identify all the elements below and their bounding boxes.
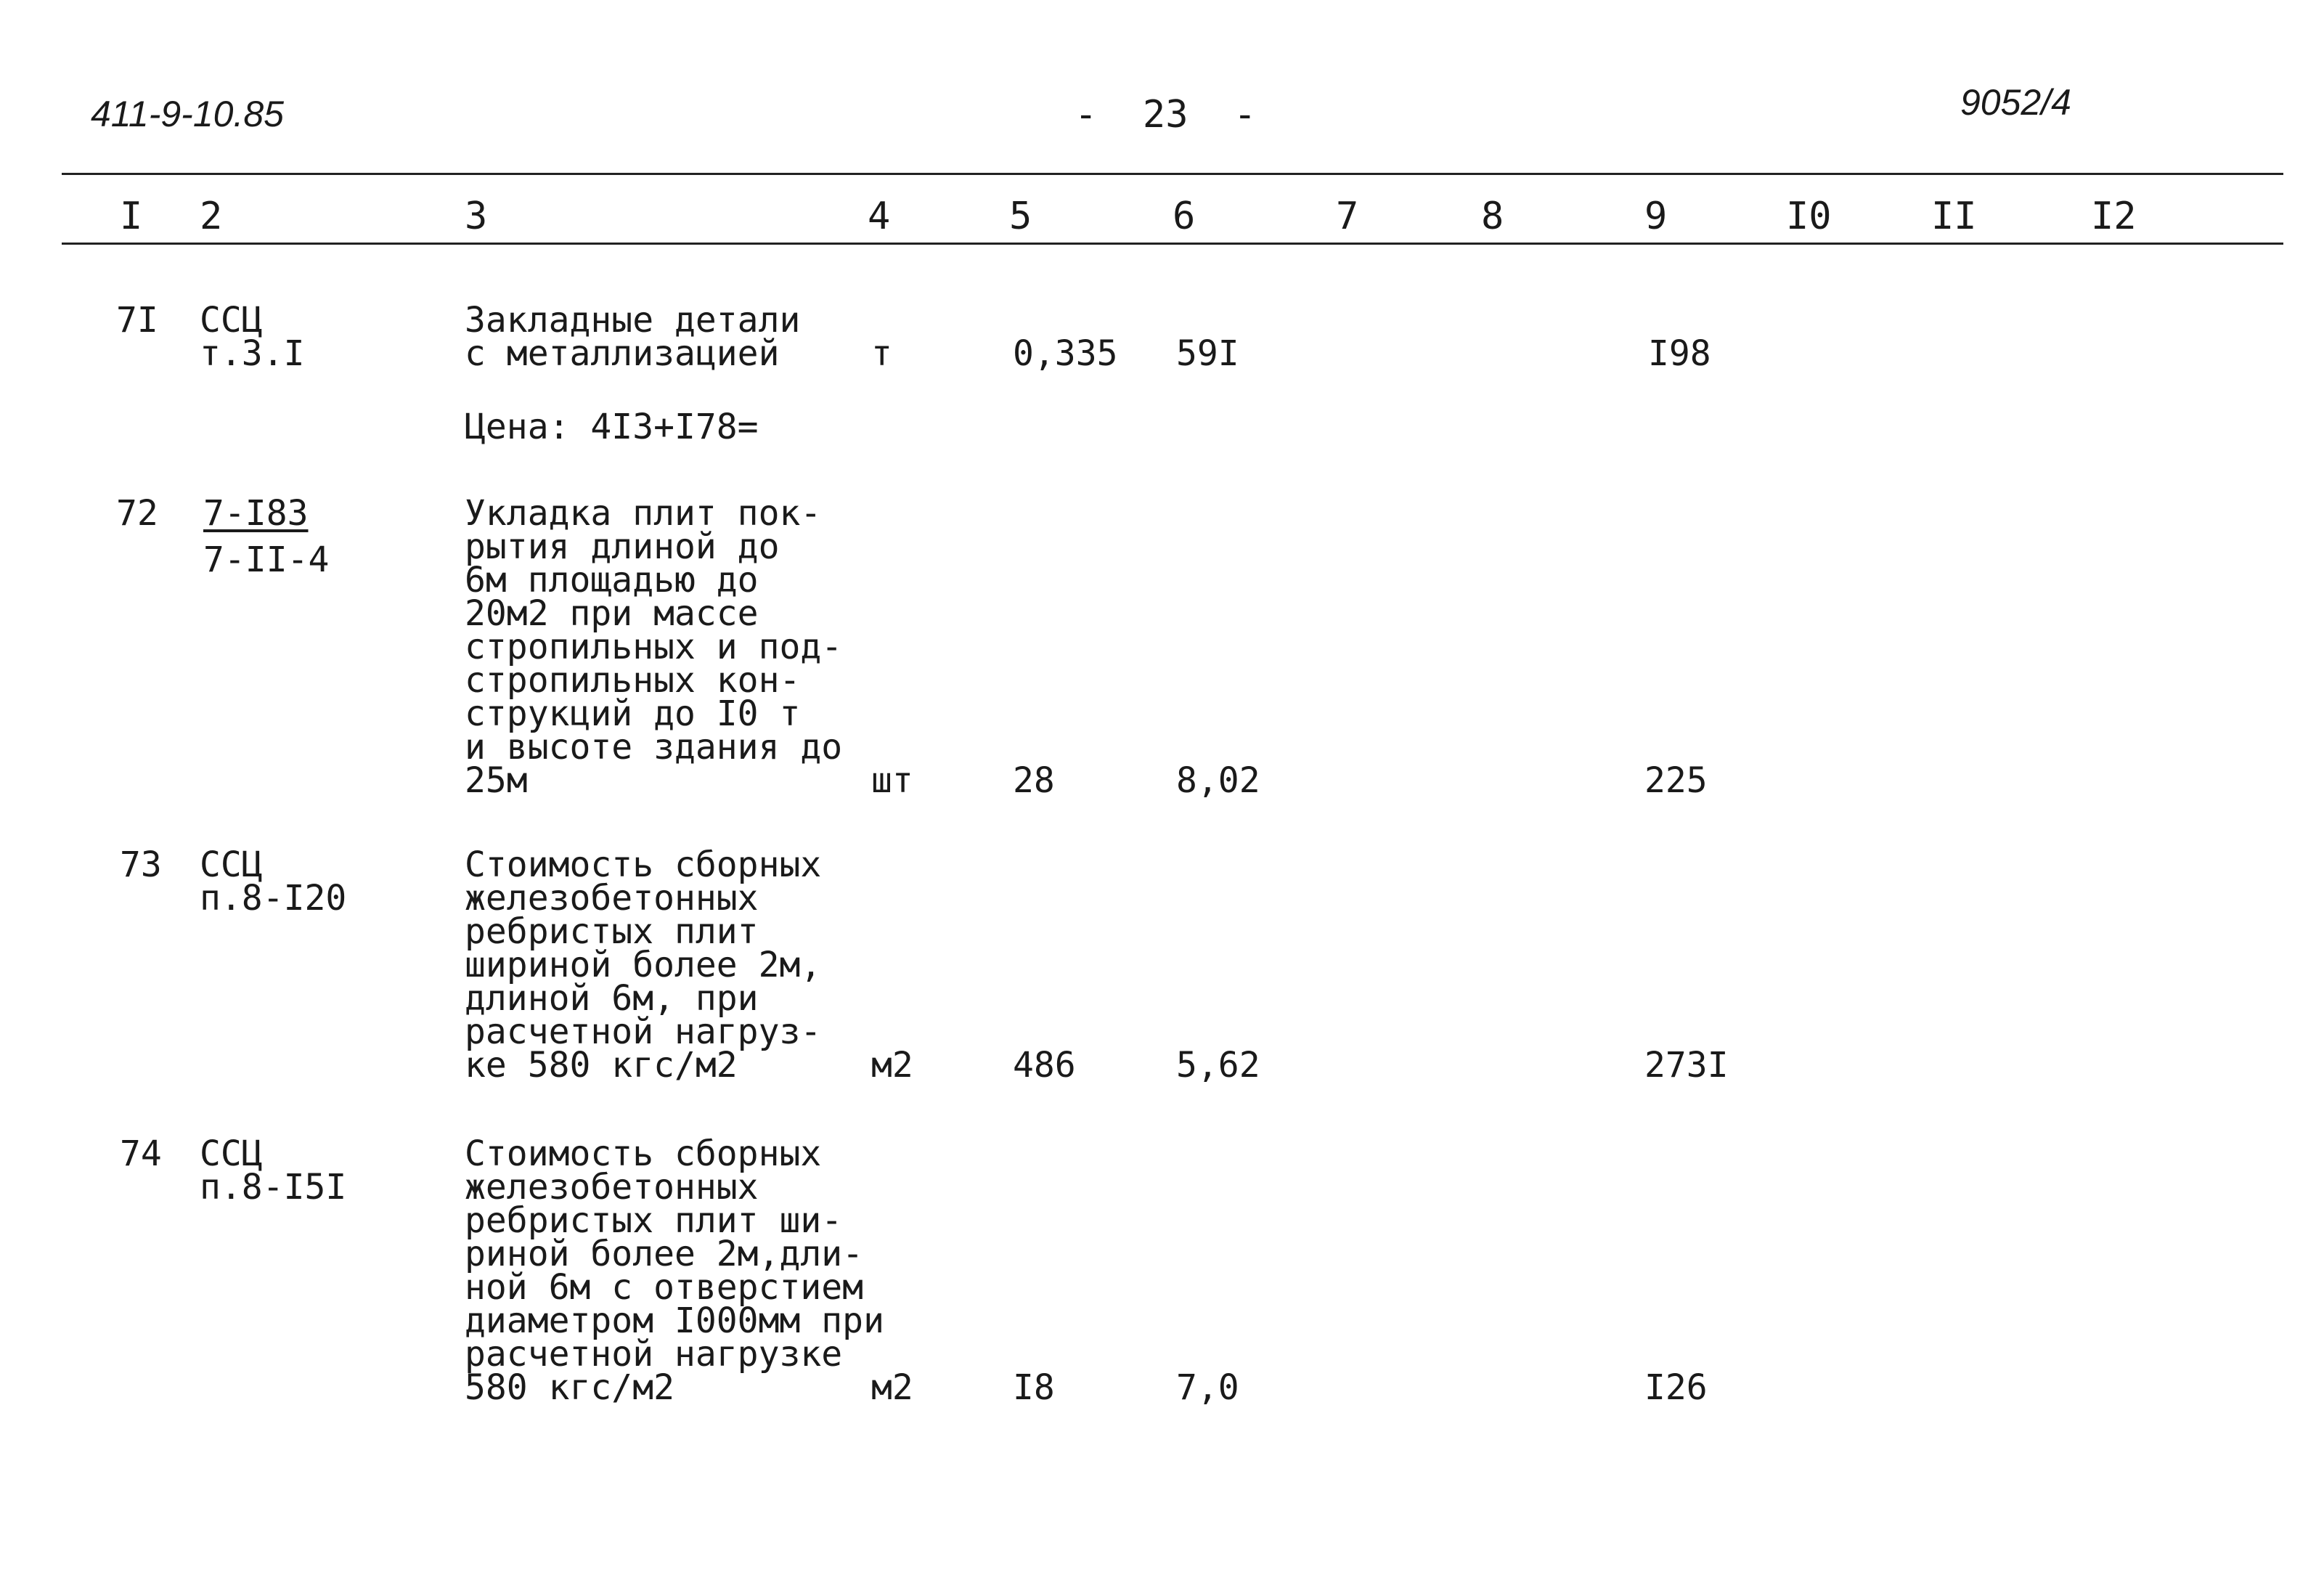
code-line: п.8-I20 [200,878,347,919]
column-header: 7 [1336,195,1359,238]
price-note: Цена: 4I3+I78= [465,407,759,447]
description-line: Укладка плит пок- [465,493,822,534]
description-line: железобетонных [465,878,759,919]
description-line: Стоимость сборных [465,1133,822,1174]
sheet-code: 9052/4 [1960,82,2071,123]
column-header: 2 [200,195,223,238]
unit: м2 [871,1045,913,1086]
code-line: 7-I83 [203,493,309,534]
description-line: рытия длиной до [465,526,780,567]
total: I98 [1648,333,1711,374]
unit-price: 5,62 [1176,1045,1260,1086]
quantity: I8 [1013,1367,1055,1408]
description-line: шириной более 2м, [465,945,822,985]
column-header: 3 [465,195,488,238]
code-line: 7-II-4 [203,540,330,580]
description-line: с металлизацией [465,333,780,374]
description-line: длиной 6м, при [465,978,759,1019]
description-line: стропильных кон- [465,660,801,701]
description-line: стропильных и под- [465,627,843,667]
column-header: I [120,195,143,238]
column-header: 5 [1009,195,1032,238]
row-number: 72 [116,493,158,534]
column-header: 6 [1173,195,1196,238]
description-line: 20м2 при массе [465,593,759,634]
row-number: 73 [120,844,162,885]
description-line: расчетной нагруз- [465,1011,822,1052]
column-header: I2 [2091,195,2137,238]
quantity: 0,335 [1013,333,1118,374]
total: I26 [1644,1367,1708,1408]
column-header: 9 [1644,195,1668,238]
unit: т [871,333,892,374]
description-line: ребристых плит ши- [465,1200,843,1241]
column-header: 8 [1481,195,1504,238]
description-line: железобетонных [465,1167,759,1208]
header-top-rule [62,173,2283,175]
code-line: ССЦ [200,1133,263,1174]
description-line: Стоимость сборных [465,844,822,885]
description-line: Закладные детали [465,300,801,341]
column-header: I0 [1786,195,1832,238]
code-line: т.3.I [200,333,305,374]
unit: м2 [871,1367,913,1408]
document-code: 411-9-10.85 [91,94,284,134]
column-header: II [1931,195,1977,238]
description-line: диаметром I000мм при [465,1300,884,1341]
description-line: и высоте здания до [465,727,843,768]
row-number: 7I [116,300,158,341]
row-number: 74 [120,1133,162,1174]
description-line: 580 кгс/м2 [465,1367,674,1408]
description-line: расчетной нагрузке [465,1334,843,1375]
total: 273I [1644,1045,1729,1086]
page-number: - 23 - [1075,93,1257,137]
description-line: ке 580 кгс/м2 [465,1045,738,1086]
column-header: 4 [868,195,891,238]
unit-price: 59I [1176,333,1239,374]
description-line: ной 6м с отверстием [465,1267,864,1308]
description-line: ребристых плит [465,911,759,952]
description-line: струкций до I0 т [465,693,801,734]
description-line: 25м [465,760,528,801]
description-line: 6м площадью до [465,560,759,600]
header-bottom-rule [62,243,2283,245]
description-line: риной более 2м,дли- [465,1234,864,1274]
code-line: ССЦ [200,300,263,341]
code-line: п.8-I5I [200,1167,347,1208]
quantity: 486 [1013,1045,1076,1086]
unit: шт [871,760,913,801]
unit-price: 7,0 [1176,1367,1239,1408]
quantity: 28 [1013,760,1055,801]
total: 225 [1644,760,1708,801]
unit-price: 8,02 [1176,760,1260,801]
code-line: ССЦ [200,844,263,885]
